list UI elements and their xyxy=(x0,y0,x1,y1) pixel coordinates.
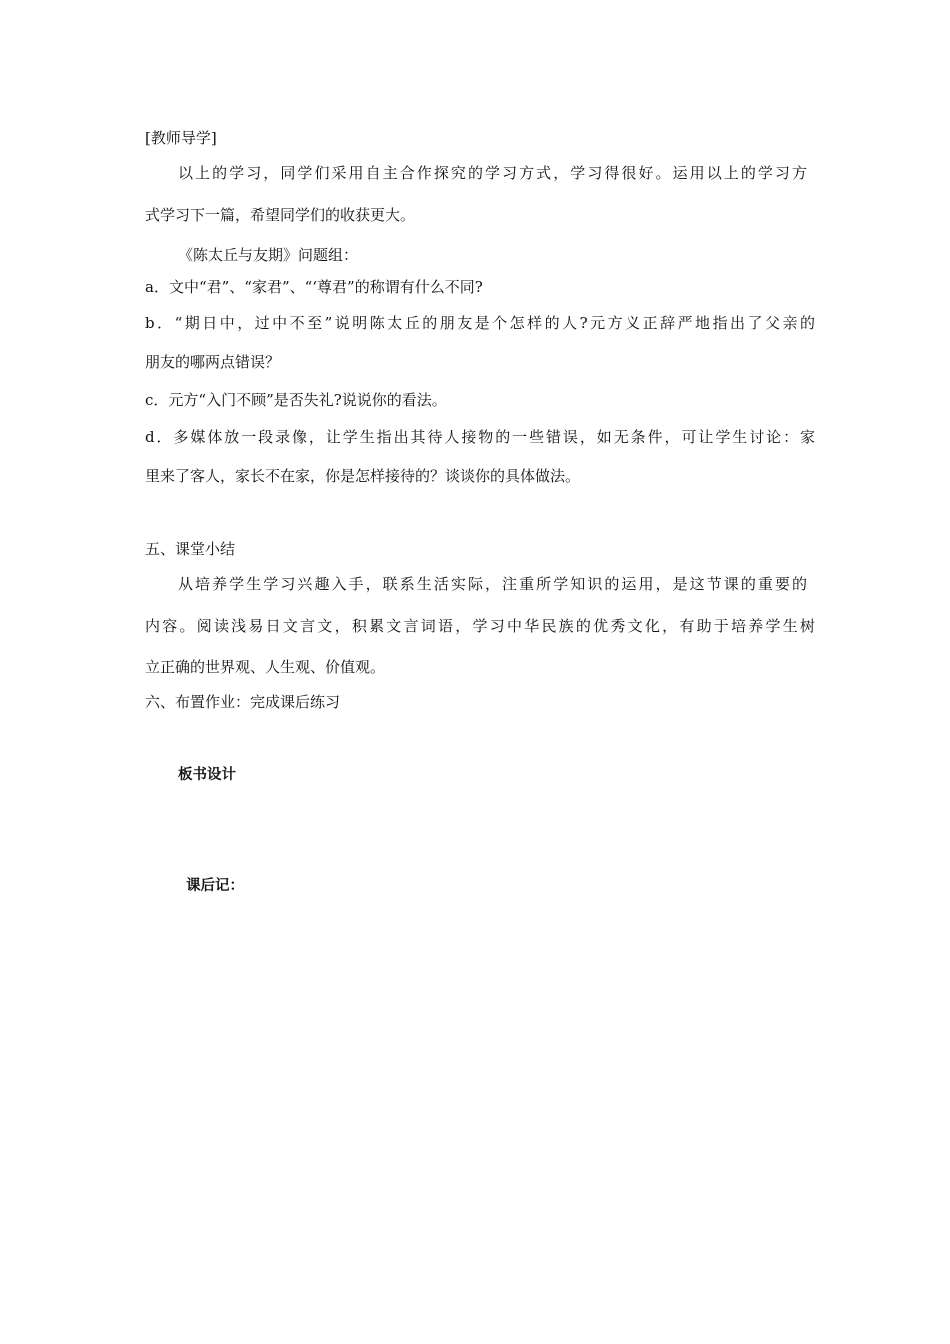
summary-line3: 立正确的世界观、人生观、价值观。 xyxy=(145,658,386,676)
after-class-notes-heading: 课后记： xyxy=(186,878,244,894)
teacher-guide-heading: [教师导学] xyxy=(145,129,217,147)
summary-line1: 从培养学生学习兴趣入手，联系生活实际，注重所学知识的运用，是这节课的重要的 xyxy=(178,575,807,593)
question-b-line1: b．“期日中，过中不至”说明陈太丘的朋友是个怎样的人?元方义正辞严地指出了父亲的 xyxy=(145,314,815,332)
question-b-line2: 朋友的哪两点错误？ xyxy=(145,353,281,371)
board-design-heading: 板书设计 xyxy=(178,767,236,783)
question-d-line1: d．多媒体放一段录像，让学生指出其待人接物的一些错误，如无条件，可让学生讨论：家 xyxy=(145,428,815,446)
teacher-guide-intro-line2: 式学习下一篇，希望同学们的收获更大。 xyxy=(145,206,416,224)
teacher-guide-intro-line1: 以上的学习，同学们采用自主合作探究的学习方式，学习得很好。运用以上的学习方 xyxy=(178,164,807,182)
question-c: c．元方“入门不顾”是否失礼?说说你的看法。 xyxy=(145,391,447,409)
homework-line: 六、布置作业：完成课后练习 xyxy=(145,693,341,711)
question-d-line2: 里来了客人，家长不在家，你是怎样接待的？谈谈你的具体做法。 xyxy=(145,467,581,485)
summary-heading: 五、课堂小结 xyxy=(145,540,236,558)
summary-line2: 内容。阅读浅易日文言文，积累文言词语，学习中华民族的优秀文化，有助于培养学生树 xyxy=(145,617,815,635)
question-a: a．文中“君”、“家君”、“‘尊君”的称谓有什么不同? xyxy=(145,278,483,296)
question-group-title: 《陈太丘与友期》问题组： xyxy=(178,246,359,264)
